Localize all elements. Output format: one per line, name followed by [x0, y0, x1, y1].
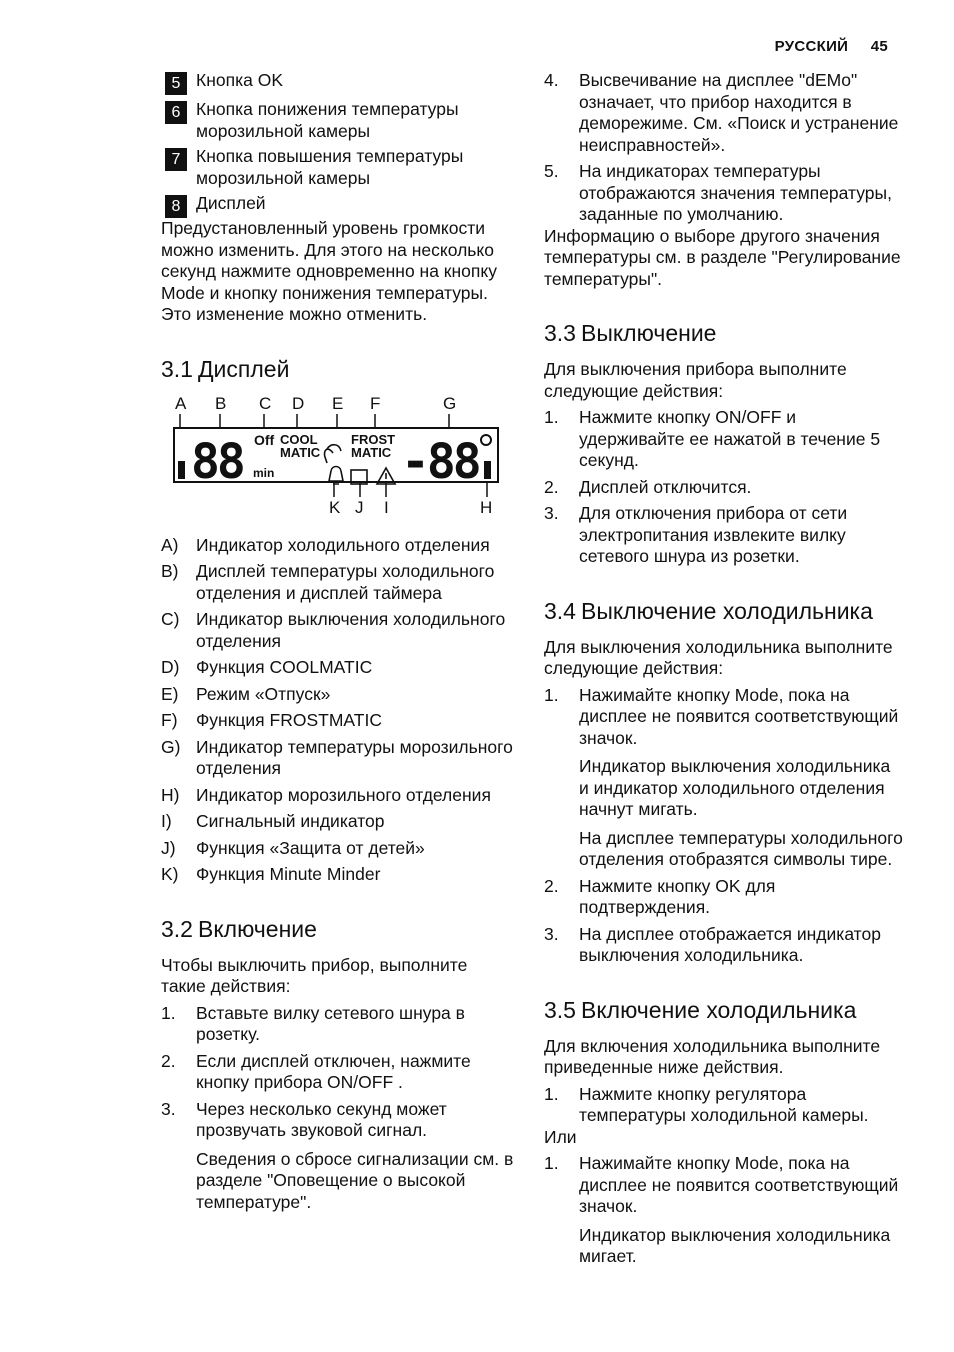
- step-item: [544, 477, 904, 499]
- item-text: Функция FROSTMATIC: [196, 710, 382, 730]
- legend-item: [161, 193, 516, 218]
- section-title: Дисплей: [197, 355, 290, 382]
- alarm-warning-icon: [377, 468, 395, 484]
- item-key: J): [161, 837, 176, 858]
- frostmatic-frost-text: FROST: [351, 431, 396, 447]
- section-number: 3.4: [544, 597, 576, 624]
- fridge-temperature-digits: 88: [191, 433, 243, 490]
- section-number: 3.3: [544, 320, 576, 346]
- step-note: Сведения о сбросе сигнализации см. в разделе "Оповещение о высокой температуре".: [196, 1148, 514, 1212]
- item-key: B): [161, 561, 179, 581]
- step-text: Высвечивание на дисплее "dEMo" означает, что прибор находится в деморежиме. См. «Поиск и устранение неисправностей».: [579, 70, 899, 155]
- diagram-label-h: H: [480, 497, 493, 517]
- item-text: Функция Minute Minder: [196, 864, 381, 884]
- item-text: Дисплей температуры холодильного отделения и дисплей таймера: [196, 561, 495, 603]
- item-text: Индикатор температуры морозильного отделения: [196, 736, 513, 778]
- section-title: Включение: [197, 915, 317, 942]
- item-key: C): [161, 609, 180, 629]
- item-text: Режим «Отпуск»: [196, 683, 331, 704]
- or-text: Или: [544, 1126, 577, 1147]
- legend-badge: 6: [165, 101, 187, 124]
- step-number: 2.: [161, 1050, 176, 1071]
- step-number: 3.: [544, 503, 559, 523]
- legend-text: Кнопка повышения температуры морозильной камеры: [196, 146, 464, 188]
- step-text: Нажмите кнопку ON/OFF и удерживайте ее нажатой в течение 5 секунд.: [579, 407, 881, 470]
- step-number: 3.: [544, 923, 559, 944]
- step-number: 1.: [544, 1153, 559, 1173]
- legend-item: [161, 146, 516, 189]
- diagram-label-k: K: [329, 497, 341, 517]
- display-legend-item: [161, 811, 516, 833]
- display-legend-item: [161, 785, 516, 807]
- diagram-label-i: I: [384, 497, 389, 517]
- display-legend-item: [161, 864, 516, 886]
- item-key: G): [161, 736, 181, 757]
- step-item: [161, 1003, 516, 1046]
- display-legend-item: [161, 737, 516, 780]
- step-note: Индикатор выключения холодильника и индикатор холодильного отделения начнут мигать.: [579, 756, 891, 819]
- display-legend-item: [161, 657, 516, 679]
- item-key: I): [161, 811, 172, 831]
- item-text: Сигнальный индикатор: [196, 811, 385, 831]
- section-intro: Для выключения прибора выполните следующие действия:: [544, 359, 847, 401]
- section-heading-3-1: [161, 356, 516, 383]
- step-item: [161, 1051, 516, 1094]
- display-legend-item: [161, 535, 516, 557]
- step-number: 2.: [544, 476, 559, 497]
- header-language: РУССКИЙ: [774, 38, 849, 55]
- step-text: Нажимайте кнопку Mode, пока на дисплее не появится соответствующий значок.: [579, 684, 899, 748]
- item-text: Индикатор морозильного отделения: [196, 784, 491, 805]
- diagram-label-d: D: [292, 393, 305, 413]
- step-item: [544, 1153, 904, 1218]
- step-number: 2.: [544, 875, 559, 896]
- display-legend-item: [161, 838, 516, 860]
- item-text: Индикатор холодильного отделения: [196, 534, 490, 555]
- step-text: Нажимайте кнопку Mode, пока на дисплее не появится соответствующий значок.: [579, 1153, 899, 1216]
- step-text: На индикаторах температуры отображаются значения температуры, заданные по умолчанию.: [579, 161, 892, 224]
- step-note: Индикатор выключения холодильника мигает.: [579, 1224, 891, 1266]
- legend-badge: 8: [165, 195, 187, 218]
- section-title: Выключение: [580, 320, 717, 346]
- section-intro: Для включения холодильника выполните приведенные ниже действия.: [544, 1035, 881, 1077]
- volume-paragraph: Предустановленный уровень громкости можно изменить. Для этого на несколько секунд нажмите одновременно на кнопку Mode и кнопку понижения температуры. Это изменение можно отменить.: [161, 218, 497, 324]
- left-column: [161, 70, 516, 1213]
- freezer-temperature-digits: -88: [401, 433, 479, 490]
- item-key: A): [161, 534, 179, 555]
- step-item: [544, 70, 904, 156]
- step-item: [544, 407, 904, 472]
- legend-badge: 7: [165, 148, 187, 171]
- item-text: Индикатор выключения холодильного отделения: [196, 609, 506, 651]
- display-legend-item: [161, 684, 516, 706]
- step-number: 1.: [161, 1002, 176, 1023]
- step-text: На дисплее отображается индикатор выключения холодильника.: [579, 923, 881, 965]
- step-text: Дисплей отключится.: [579, 476, 752, 497]
- right-column: [544, 70, 904, 1268]
- display-legend-item: [161, 710, 516, 732]
- section-intro: Для выключения холодильника выполните следующие действия:: [544, 636, 893, 678]
- display-legend-item: [161, 609, 516, 652]
- item-key: K): [161, 864, 179, 884]
- section-heading-3-4: [544, 598, 904, 625]
- step-item: [544, 685, 904, 750]
- diagram-label-b: B: [215, 393, 227, 413]
- coolmatic-matic-text: MATIC: [280, 444, 321, 460]
- step-note: На дисплее температуры холодильного отделения отобразятся символы тире.: [579, 827, 903, 869]
- diagram-label-e: E: [332, 393, 344, 413]
- fridge-indicator-bar: [178, 461, 185, 479]
- step-item: [544, 924, 904, 967]
- min-indicator: min: [253, 465, 275, 480]
- step-text: Через несколько секунд может прозвучать звуковой сигнал.: [196, 1098, 447, 1140]
- display-legend-item: [161, 561, 516, 604]
- step-item: [544, 503, 904, 568]
- display-diagram: [161, 395, 501, 525]
- section-number: 3.1: [161, 355, 193, 382]
- step-number: 1.: [544, 407, 559, 427]
- step-item: [544, 161, 904, 226]
- step-number: 4.: [544, 70, 559, 90]
- child-lock-icon: [351, 470, 367, 484]
- step-text: Для отключения прибора от сети электропитания извлеките вилку сетевого шнура из розетки.: [579, 503, 848, 566]
- coolmatic-cool-text: COOL: [280, 431, 318, 447]
- diagram-label-g: G: [443, 393, 457, 413]
- frostmatic-matic-text: MATIC: [351, 444, 392, 460]
- step-number: 3.: [161, 1098, 176, 1119]
- item-key: D): [161, 657, 180, 677]
- step-number: 5.: [544, 161, 559, 181]
- info-paragraph: Информацию о выборе другого значения температуры см. в разделе "Регулирование температуры".: [544, 225, 901, 289]
- section-intro: Чтобы выключить прибор, выполните такие действия:: [161, 954, 468, 996]
- freezer-indicator-bar: [484, 461, 491, 479]
- step-item: [544, 876, 904, 919]
- degree-icon: [481, 435, 491, 445]
- legend-text: Кнопка OK: [196, 70, 283, 90]
- holiday-umbrella-icon: [324, 444, 341, 462]
- bell-icon: [329, 466, 343, 484]
- diagram-label-j: J: [355, 497, 364, 517]
- page-header: [775, 38, 888, 55]
- diagram-label-f: F: [370, 393, 381, 413]
- step-number: 1.: [544, 1083, 559, 1104]
- off-indicator: Off: [254, 431, 275, 448]
- step-text: Если дисплей отключен, нажмите кнопку прибора ON/OFF .: [196, 1050, 471, 1092]
- diagram-label-a: A: [175, 393, 187, 413]
- section-number: 3.5: [544, 996, 576, 1023]
- step-item: [161, 1099, 516, 1142]
- step-item: [544, 1084, 904, 1127]
- step-text: Вставьте вилку сетевого шнура в розетку.: [196, 1002, 465, 1044]
- step-text: Нажмите кнопку регулятора температуры холодильной камеры.: [579, 1083, 869, 1125]
- item-text: Функция «Защита от детей»: [196, 837, 425, 858]
- section-title: Выключение холодильника: [580, 597, 873, 624]
- legend-item: [161, 99, 516, 142]
- item-text: Функция COOLMATIC: [196, 657, 373, 677]
- step-text: Нажмите кнопку OK для подтверждения.: [579, 875, 776, 917]
- item-key: H): [161, 784, 180, 805]
- legend-text: Кнопка понижения температуры морозильной камеры: [196, 99, 459, 141]
- diagram-label-c: C: [259, 393, 272, 413]
- item-key: E): [161, 683, 179, 704]
- page-number: 45: [870, 38, 888, 55]
- legend-badge: 5: [165, 72, 187, 95]
- section-title: Включение холодильника: [580, 996, 857, 1023]
- item-key: F): [161, 710, 178, 730]
- section-heading-3-3: [544, 320, 904, 347]
- section-number: 3.2: [161, 915, 193, 942]
- legend-text: Дисплей: [196, 193, 266, 213]
- step-number: 1.: [544, 684, 559, 705]
- section-heading-3-5: [544, 997, 904, 1024]
- legend-item: [161, 70, 516, 95]
- section-heading-3-2: [161, 916, 516, 943]
